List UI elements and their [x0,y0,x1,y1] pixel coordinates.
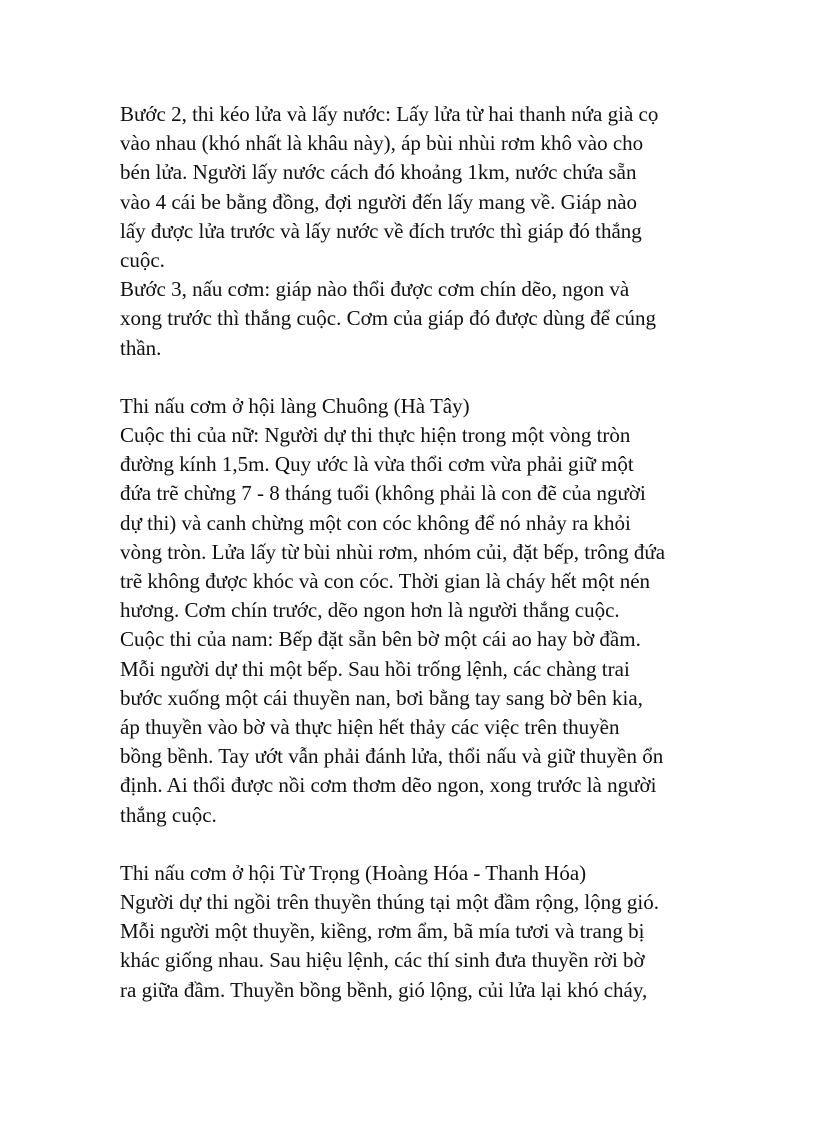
text-line: ra giữa đầm. Thuyền bồng bềnh, gió lộng, củi lửa lại khó cháy, [120,977,648,1002]
text-line: áp thuyền vào bờ và thực hiện hết thảy các việc trên thuyền [120,714,620,739]
blank-line [120,363,760,392]
text-line: Mỗi người một thuyền, kiềng, rơm ẩm, bã mía tươi và trang bị [120,919,645,944]
text-line: Cuộc thi của nam: Bếp đặt sẵn bên bờ một cái ao hay bờ đầm. [120,627,641,652]
text-line: Bước 2, thi kéo lửa và lấy nước: Lấy lửa từ hai thanh nứa già cọ [120,102,659,126]
text-line: lấy được lửa trước và lấy nước về đích trước thì giáp đó thắng [120,218,642,243]
text-line: vào nhau (khó nhất là khâu này), áp bùi nhùi rơm khô vào cho [120,131,644,156]
text-line: hương. Cơm chín trước, dẽo ngon hơn là người thắng cuộc. [120,598,620,623]
text-line: Cuộc thi của nữ: Người dự thi thực hiện trong một vòng tròn [120,423,631,448]
section-heading: Thi nấu cơm ở hội làng Chuông (Hà Tây) [120,393,470,418]
text-line: Người dự thi ngồi trên thuyền thúng tại một đầm rộng, lộng gió. [120,890,659,915]
text-line: đứa trẽ chừng 7 - 8 tháng tuổi (không phải là con đẽ của người [120,481,646,506]
text-line: trẽ không được khóc và con cóc. Thời gian là cháy hết một nén [120,569,651,593]
text-line: đường kính 1,5m. Quy ước là vừa thổi cơm vừa phải giữ một [120,452,634,477]
text-line: vào 4 cái be bằng đồng, đợi người đến lấy mang về. Giáp nào [120,189,638,214]
text-line: thần. [120,335,162,360]
text-line: Bước 3, nấu cơm: giáp nào thổi được cơm chín dẽo, ngon và [120,277,630,302]
text-line: bồng bềnh. Tay ướt vẫn phải đánh lửa, thổi nấu và giữ thuyền ổn [120,744,664,769]
text-line: xong trước thì thắng cuộc. Cơm của giáp đó được dùng để cúng [120,306,657,331]
text-line: định. Ai thổi được nồi cơm thơm dẽo ngon, xong trước là người [120,773,657,798]
text-line: dự thi) và canh chừng một con cóc không để nó nhảy ra khỏi [120,510,631,535]
paragraph-chuong-village [120,392,760,830]
text-line: cuộc. [120,247,165,272]
text-line: bén lửa. Người lấy nước cách đó khoảng 1km, nước chứa sẵn [120,160,637,185]
text-line: thắng cuộc. [120,802,217,827]
blank-line [120,830,760,859]
paragraph-steps [120,100,760,363]
section-heading: Thi nấu cơm ở hội Từ Trọng (Hoàng Hóa - Thanh Hóa) [120,860,587,885]
text-line: Mỗi người dự thi một bếp. Sau hồi trống lệnh, các chàng trai [120,656,630,681]
text-line: vòng tròn. Lửa lấy từ bùi nhùi rơm, nhóm củi, đặt bếp, trông đứa [120,539,666,564]
text-line: khác giống nhau. Sau hiệu lệnh, các thí sinh đưa thuyền rời bờ [120,948,645,973]
document-page [120,100,760,1005]
text-line: bước xuống một cái thuyền nan, bơi bằng tay sang bờ bên kia, [120,685,643,710]
paragraph-tu-trong [120,859,760,1005]
